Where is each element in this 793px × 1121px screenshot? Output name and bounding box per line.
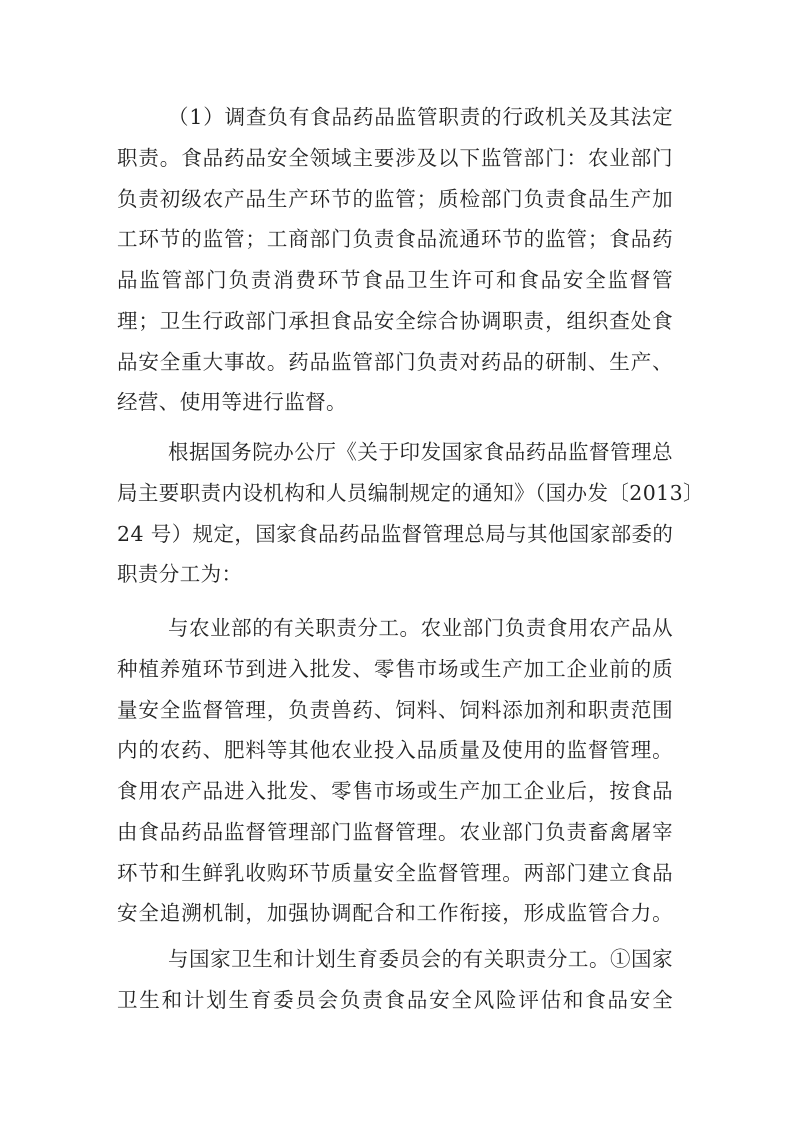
text-line: 种植养殖环节到进入批发、零售市场或生产加工企业前的质 (117, 656, 673, 681)
text-line: 理；卫生行政部门承担食品安全综合协调职责，组织查处食 (117, 308, 673, 333)
paragraph-health-commission-division (117, 939, 673, 1021)
text-line: 24 号）规定，国家食品药品监督管理总局与其他国家部委的 (117, 521, 674, 546)
text-line: 与农业部的有关职责分工。农业部门负责食用农产品从 (168, 616, 673, 640)
text-line: 与国家卫生和计划生育委员会的有关职责分工。①国家 (168, 947, 673, 971)
text-line: 经营、使用等进行监督。 (117, 390, 347, 415)
paragraph-state-council-notice (117, 432, 704, 595)
text-line: 职责。食品药品安全领域主要涉及以下监管部门：农业部门 (117, 145, 673, 170)
text-line: 职责分工为： (117, 562, 243, 587)
text-line: 负责初级农产品生产环节的监管；质检部门负责食品生产加 (117, 186, 673, 211)
text-line: 安全追溯机制，加强协调配合和工作衔接，形成监管合力。 (117, 901, 673, 926)
text-line: 根据国务院办公厅《关于印发国家食品药品监督管理总 (168, 440, 673, 464)
text-line: （1）调查负有食品药品监管职责的行政机关及其法定 (168, 105, 673, 129)
text-line: 量安全监督管理，负责兽药、饲料、饲料添加剂和职责范围 (117, 697, 673, 722)
text-line: 局主要职责内设机构和人员编制规定的通知》（国办发〔2013〕 (117, 480, 704, 505)
text-line: 工环节的监管；工商部门负责食品流通环节的监管；食品药 (117, 227, 673, 252)
text-line: 品监管部门负责消费环节食品卫生许可和食品安全监督管 (117, 268, 673, 292)
paragraph-agriculture-division (117, 608, 673, 934)
text-line: 由食品药品监督管理部门监督管理。农业部门负责畜禽屠宰 (117, 819, 673, 844)
text-line: 环节和生鲜乳收购环节质量安全监督管理。两部门建立食品 (117, 860, 673, 885)
text-line: 品安全重大事故。药品监管部门负责对药品的研制、生产、 (117, 349, 673, 374)
paragraph-regulatory-duties (117, 97, 673, 423)
text-line: 内的农药、肥料等其他农业投入品质量及使用的监督管理。 (117, 738, 673, 763)
text-line: 食用农产品进入批发、零售市场或生产加工企业后，按食品 (117, 779, 673, 803)
text-line: 卫生和计划生育委员会负责食品安全风险评估和食品安全 (117, 987, 673, 1012)
